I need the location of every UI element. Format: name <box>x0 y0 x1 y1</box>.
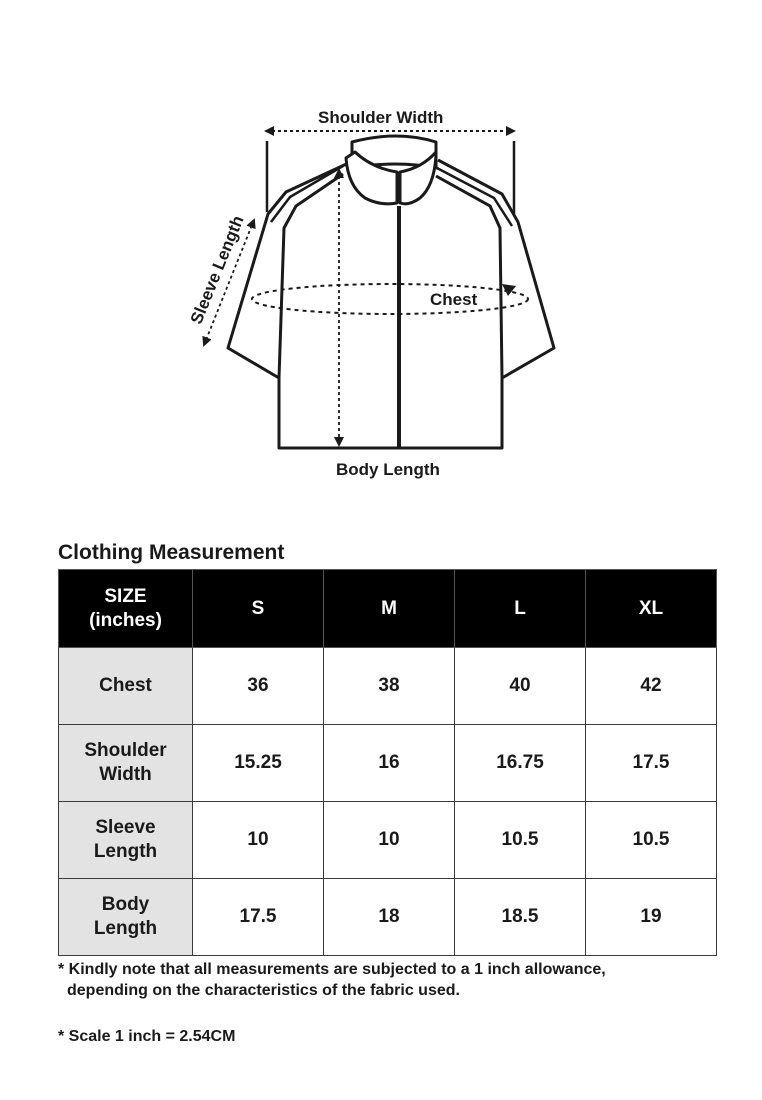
measurement-diagram <box>0 0 762 520</box>
table-cell: 10.5 <box>455 802 586 879</box>
table-cell: 10 <box>193 802 324 879</box>
table-cell: 15.25 <box>193 725 324 802</box>
scale-note: * Scale 1 inch = 2.54CM <box>58 1028 236 1045</box>
shirt-illustration <box>0 0 762 520</box>
shoulder-width-label: Shoulder Width <box>318 108 444 127</box>
row-label: Chest <box>59 648 193 725</box>
chest-label: Chest <box>430 290 478 309</box>
table-row-body-length <box>59 879 717 956</box>
table-cell: 10 <box>324 802 455 879</box>
table-cell: 16 <box>324 725 455 802</box>
table-cell: 17.5 <box>193 879 324 956</box>
size-header-s: S <box>193 570 324 648</box>
body-length-label: Body Length <box>336 460 440 479</box>
section-title: Clothing Measurement <box>58 541 285 564</box>
table-cell: 16.75 <box>455 725 586 802</box>
size-header-l: L <box>455 570 586 648</box>
table-row-chest <box>59 648 717 725</box>
table-header-row <box>59 570 717 648</box>
table-cell: 10.5 <box>586 802 717 879</box>
size-header-corner: SIZE (inches) <box>59 570 193 648</box>
allowance-note-line1: * Kindly note that all measurements are subjected to a 1 inch allowance, <box>58 961 606 978</box>
table-cell: 40 <box>455 648 586 725</box>
row-label: Body Length <box>59 879 193 956</box>
table-cell: 19 <box>586 879 717 956</box>
table-cell: 18 <box>324 879 455 956</box>
row-label: Sleeve Length <box>59 802 193 879</box>
table-cell: 42 <box>586 648 717 725</box>
table-cell: 17.5 <box>586 725 717 802</box>
table-row-sleeve-length <box>59 802 717 879</box>
sleeve-length-label: Sleeve Length <box>186 212 248 327</box>
size-header-xl: XL <box>586 570 717 648</box>
table-cell: 38 <box>324 648 455 725</box>
allowance-note <box>58 959 718 1001</box>
size-header-m: M <box>324 570 455 648</box>
row-label: Shoulder Width <box>59 725 193 802</box>
table-cell: 18.5 <box>455 879 586 956</box>
allowance-note-line2: depending on the characteristics of the fabric used. <box>67 982 460 999</box>
table-cell: 36 <box>193 648 324 725</box>
size-chart-table <box>58 569 717 956</box>
table-row-shoulder-width <box>59 725 717 802</box>
